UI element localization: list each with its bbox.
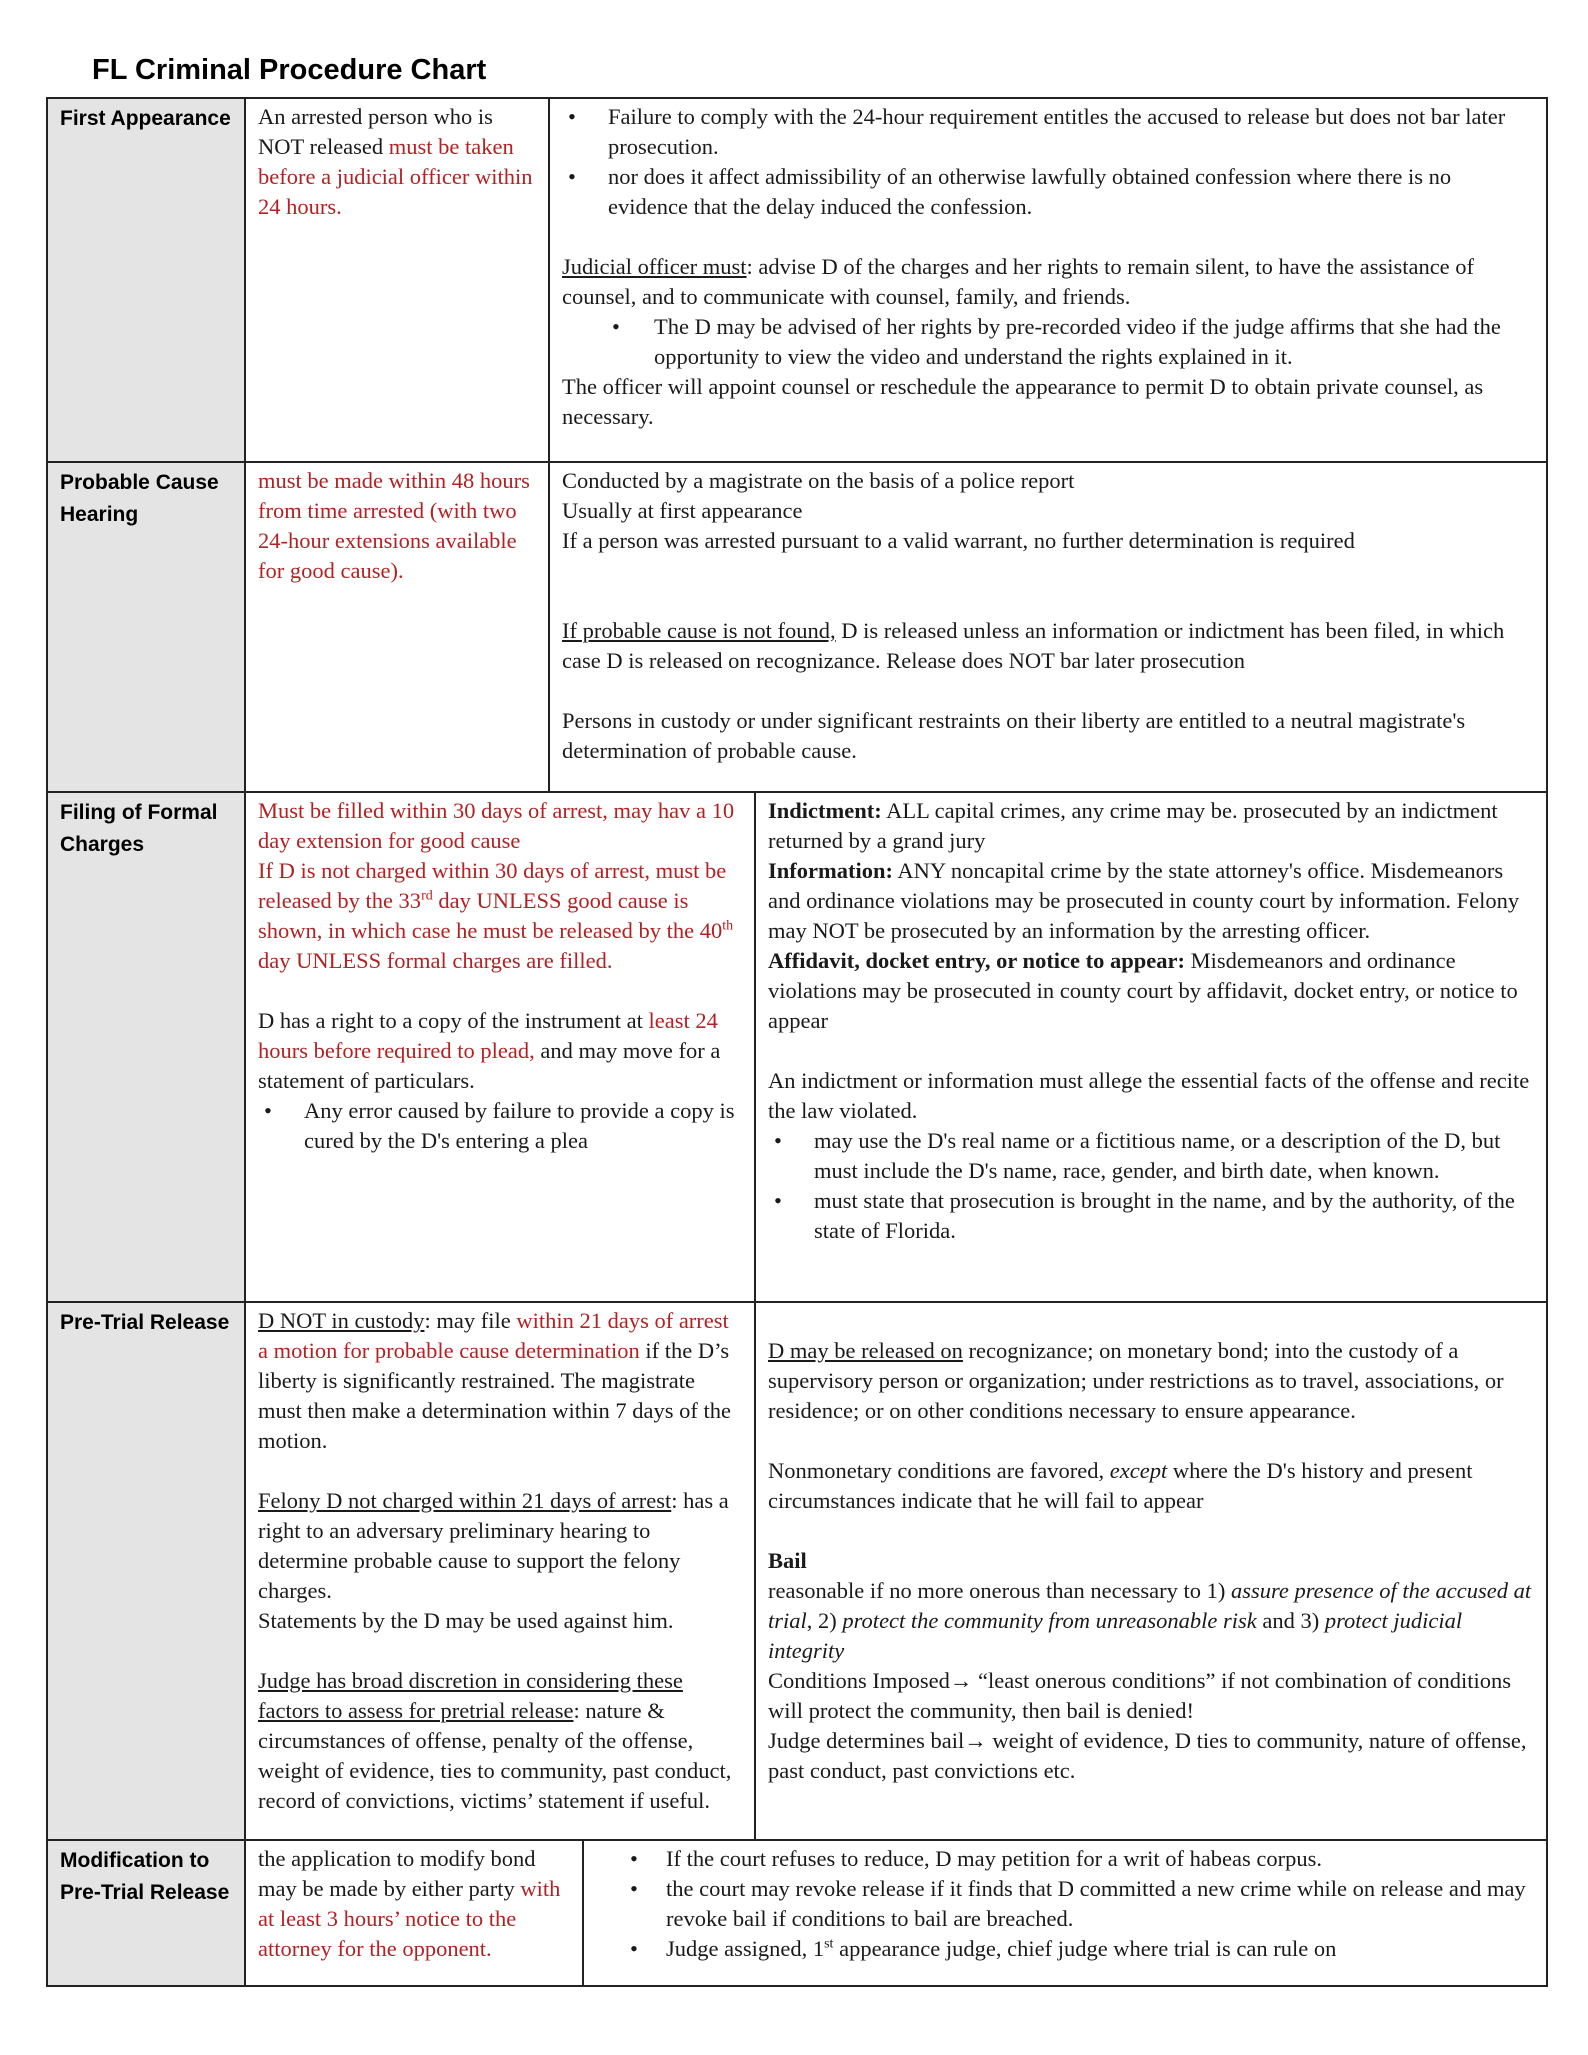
formal-charges-details: Indictment: ALL capital crimes, any crime may be. prosecuted by an indictment returned by a grand jury Information: ANY noncapital crime by the state attorney's office. Misdemeanors and ordinance violations may be prosecuted in county court by information. Felony may NOT be prosecuted by an information by the arresting officer. Affidavit, docket entry, or notice to appear: Misdemeanors and ordinance violations may be prosecuted in county court by affidavit, docket entry, or notice to appear An indictment or information must allege the essential facts of the offense and recite the law violated. • may use the D's real name or a fictitious name, or a description of the D, but must include the D's name, race, gender, and birth date, when known. • must state that prosecution is brought in the name, and by the authority, of the state of Florida. xyxy=(756,793,1546,1301)
list-item: • may use the D's real name or a fictitious name, or a description of the D, but must include the D's name, race, gender, and birth date, when known. xyxy=(768,1126,1534,1186)
bail-heading: Bail xyxy=(768,1548,807,1573)
label-formal-charges: Filing of Formal Charges xyxy=(48,793,246,1301)
probable-cause-requirement: must be made within 48 hours from time arrested (with two 24-hour extensions available for good cause). xyxy=(246,463,550,791)
pretrial-release-details: D may be released on recognizance; on monetary bond; into the custody of a supervisory person or organization; under restrictions as to travel, associations, or residence; or on other conditions necessary to ensure appearance. Nonmonetary conditions are favored, except where the D's history and present circumstances indicate that he will fail to appear Bail reasonable if no more onerous than necessary to 1) assure presence of the accused at trial, 2) protect the community from unreasonable risk and 3) protect judicial integrity Conditions Imposed→ “least onerous conditions” if not combination of conditions will protect the community, then bail is denied! Judge determines bail→ weight of evidence, D ties to community, nature of offense, past conduct, past convictions etc. xyxy=(756,1303,1546,1839)
list-item: • If the court refuses to reduce, D may petition for a writ of habeas corpus. xyxy=(608,1844,1534,1874)
row-probable-cause xyxy=(48,463,1546,793)
list-item: • must state that prosecution is brought in the name, and by the authority, of the state of Florida. xyxy=(768,1186,1534,1246)
row-first-appearance xyxy=(48,99,1546,463)
formal-charges-requirement: Must be filled within 30 days of arrest, may hav a 10 day extension for good cause If D is not charged within 30 days of arrest, must be released by the 33rd day UNLESS good cause is shown, in which case he must be released by the 40th day UNLESS formal charges are filled. D has a right to a copy of the instrument at least 24 hours before required to plead, and may move for a statement of particulars. • Any error caused by failure to provide a copy is cured by the D's entering a plea xyxy=(246,793,756,1301)
probable-cause-details: Conducted by a magistrate on the basis of a police report Usually at first appearance If a person was arrested pursuant to a valid warrant, no further determination is required If probable cause is not found, D is released unless an information or indictment has been filed, in which case D is released on recognizance. Release does NOT bar later prosecution Persons in custody or under significant restraints on their liberty are entitled to a neutral magistrate's determination of probable cause. xyxy=(562,468,1505,763)
first-appearance-requirement: An arrested person who is NOT released must be taken before a judicial officer within 24 hours. xyxy=(246,99,550,461)
row-modification xyxy=(48,1841,1546,1985)
row-pretrial-release xyxy=(48,1303,1546,1841)
list-item: • Failure to comply with the 24-hour requirement entitles the accused to release but does not bar later prosecution. xyxy=(562,102,1534,162)
list-item: • the court may revoke release if it finds that D committed a new crime while on release and may revoke bail if conditions to bail are breached. xyxy=(608,1874,1534,1934)
label-probable-cause: Probable Cause Hearing xyxy=(48,463,246,791)
procedure-table xyxy=(46,97,1548,1987)
list-item: • nor does it affect admissibility of an otherwise lawfully obtained confession where there is no evidence that the delay induced the confession. xyxy=(562,162,1534,222)
page-title: FL Criminal Procedure Chart xyxy=(92,54,487,86)
row-formal-charges xyxy=(48,793,1546,1303)
list-item: • Any error caused by failure to provide a copy is cured by the D's entering a plea xyxy=(258,1096,742,1156)
list-item: • The D may be advised of her rights by pre-recorded video if the judge affirms that she had the opportunity to view the video and understand the rights explained in it. xyxy=(562,312,1534,372)
label-modification: Modification to Pre-Trial Release xyxy=(48,1841,246,1985)
modification-details xyxy=(584,1841,1546,1985)
modification-requirement: the application to modify bond may be made by either party with at least 3 hours’ notice to the attorney for the opponent. xyxy=(246,1841,584,1985)
label-first-appearance: First Appearance xyxy=(48,99,246,461)
label-pretrial-release: Pre-Trial Release xyxy=(48,1303,246,1839)
pretrial-release-requirement: D NOT in custody: may file within 21 days of arrest a motion for probable cause determination if the D’s liberty is significantly restrained. The magistrate must then make a determination within 7 days of the motion. Felony D not charged within 21 days of arrest: has a right to an adversary preliminary hearing to determine probable cause to support the felony charges. Statements by the D may be used against him. Judge has broad discretion in considering these factors to assess for pretrial release: nature & circumstances of offense, penalty of the offense, weight of evidence, ties to community, past conduct, record of convictions, victims’ statement if useful. xyxy=(246,1303,756,1839)
first-appearance-details: • Failure to comply with the 24-hour requirement entitles the accused to release but does not bar later prosecution. • nor does it affect admissibility of an otherwise lawfully obtained confession where there is no evidence that the delay induced the confession. Judicial officer must: advise D of the charges and her rights to remain silent, to have the assistance of counsel, and to communicate with counsel, family, and friends. • The D may be advised of her rights by pre-recorded video if the judge affirms that she had the opportunity to view the video and understand the rights explained in it. The officer will appoint counsel or reschedule the appearance to permit D to obtain private counsel, as necessary. xyxy=(550,99,1546,461)
list-item: • Judge assigned, 1st appearance judge, chief judge where trial is can rule on xyxy=(608,1934,1534,1964)
